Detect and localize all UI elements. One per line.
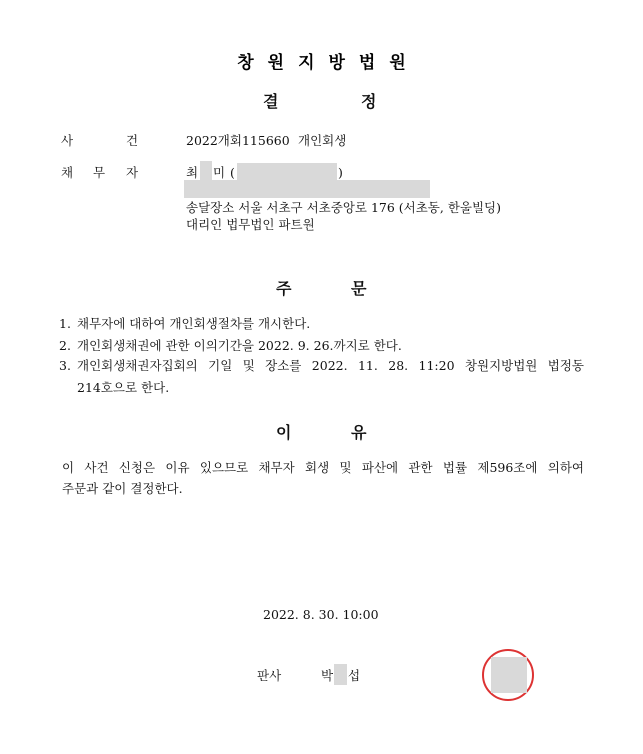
order-item-text: 개인회생채권에 관한 이의기간을 2022. 9. 26.까지로 한다. xyxy=(77,338,402,353)
case-type: 개인회생 xyxy=(298,133,347,148)
debtor-paren-close: ) xyxy=(338,165,343,180)
court-name: 창원지방법원 xyxy=(237,53,420,73)
order-item-number: 3. xyxy=(59,358,71,373)
representative: 대리인 법무법인 파트원 xyxy=(186,217,315,232)
debtor-label-b: 무 xyxy=(93,165,106,180)
case-number: 2022개회115660 xyxy=(186,133,290,148)
order-item-text: 개인회생채권자집회의 기일 및 장소를 2022. 11. 28. 11:20 창원지방법원 법정동 xyxy=(77,358,584,373)
debtor-name-start: 최 xyxy=(186,165,199,180)
decision-date: 2022. 8. 30. 10:00 xyxy=(263,607,379,622)
order-heading-right: 문 xyxy=(351,279,367,298)
doc-type-right: 정 xyxy=(361,92,377,111)
redaction-seal xyxy=(491,657,527,693)
order-item-3 xyxy=(59,355,585,377)
doc-type-left: 결 xyxy=(263,92,279,111)
debtor-label-c: 자 xyxy=(126,165,139,180)
reason-line-1: 이 사건 신청은 이유 있으므로 채무자 회생 및 파산에 관한 법률 제596조에 의하여 xyxy=(62,460,584,475)
judge-name-start: 박 xyxy=(321,668,334,683)
order-item-3-continued: 214호으로 한다. xyxy=(77,380,170,395)
debtor-name-mid: 미 xyxy=(213,165,226,180)
order-item-1 xyxy=(59,313,310,335)
judge-name-end: 섭 xyxy=(348,668,361,683)
redaction-id xyxy=(237,163,337,180)
service-address: 송달장소 서울 서초구 서초중앙로 176 (서초동, 한울빌딩) xyxy=(186,200,502,215)
order-heading-left: 주 xyxy=(276,279,292,298)
judge-title: 판사 xyxy=(257,668,282,683)
order-item-text: 채무자에 대하여 개인회생절차를 개시한다. xyxy=(77,316,311,331)
order-item-2 xyxy=(59,335,402,357)
debtor-paren-open: ( xyxy=(230,165,235,180)
case-label-a: 사 xyxy=(61,133,74,148)
reason-line-2: 주문과 같이 결정한다. xyxy=(62,481,183,496)
debtor-label-a: 채 xyxy=(61,165,74,180)
order-item-number: 1. xyxy=(59,316,71,331)
redaction-judge-name xyxy=(334,664,347,685)
reason-heading-right: 유 xyxy=(351,423,367,442)
reason-heading-left: 이 xyxy=(276,423,292,442)
case-label-b: 건 xyxy=(126,133,139,148)
order-item-number: 2. xyxy=(59,338,71,353)
redaction-address xyxy=(184,180,430,198)
